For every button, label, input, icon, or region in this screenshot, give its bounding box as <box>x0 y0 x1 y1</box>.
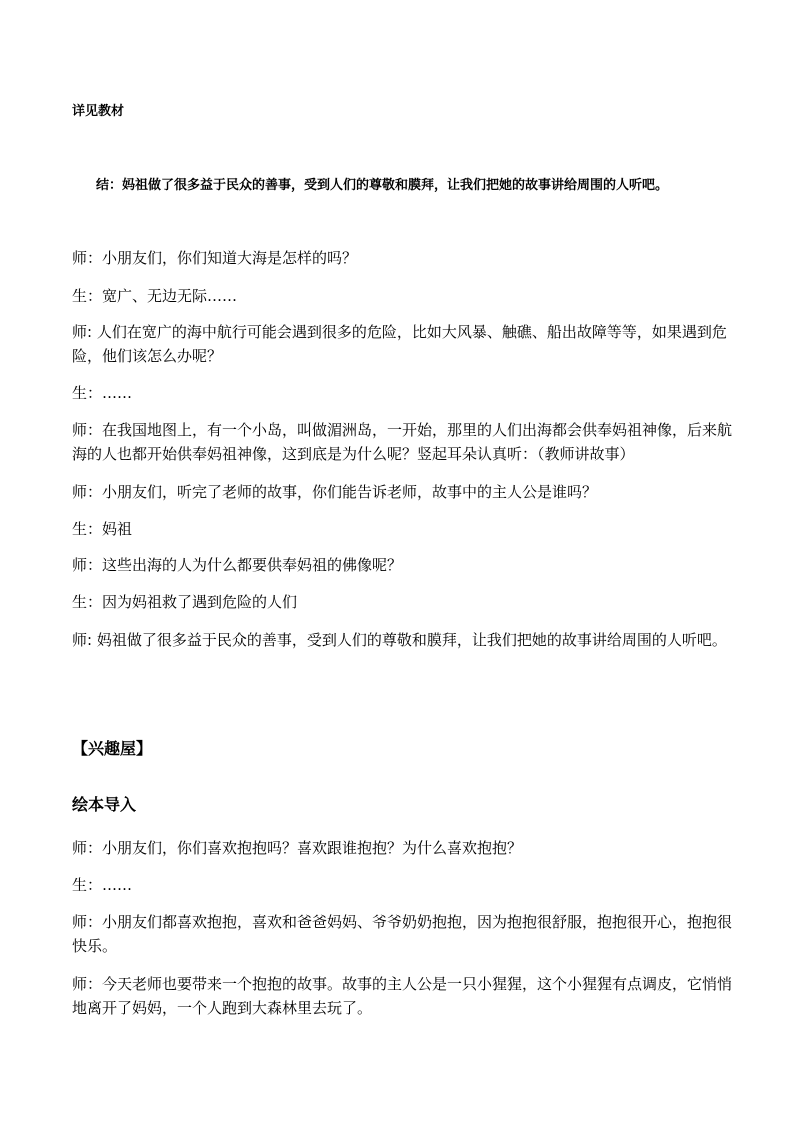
dialogue-line: 生：因为妈祖救了遇到危险的人们 <box>72 593 298 611</box>
dialogue-line: 师：今天老师也要带来一个抱抱的故事。故事的主人公是一只小猩猩，这个小猩猩有点调皮，它悄悄地离开了妈妈，一个人跑到大森林里去玩了。 <box>72 975 733 1017</box>
dialogue-line: 师：这些出海的人为什么都要供奉妈祖的佛像呢？ <box>72 556 403 574</box>
dialogue-line: 师：小朋友们，你们喜欢抱抱吗？喜欢跟谁抱抱？为什么喜欢抱抱？ <box>72 839 523 857</box>
summary-paragraph: 结：妈祖做了很多益于民众的善事，受到人们的尊敬和膜拜，让我们把她的故事讲给周围的人听吧。 <box>96 178 669 193</box>
subsection-title: 绘本导入 <box>72 795 137 814</box>
dialogue-line: 师：小朋友们，听完了老师的故事，你们能告诉老师，故事中的主人公是谁吗？ <box>72 483 598 501</box>
dialogue-line: 师：在我国地图上，有一个小岛，叫做湄洲岛，一开始，那里的人们出海都会供奉妈祖神像，后来航海的人也都开始供奉妈祖神像，这到底是为什么呢？竖起耳朵认真听：（教师讲故事） <box>72 421 733 463</box>
section-title: 【兴趣屋】 <box>72 739 153 758</box>
dialogue-line: 师: 人们在宽广的海中航行可能会遇到很多的危险，比如大风暴、触礁、船出故障等等，如果遇到危险，他们该怎么办呢？ <box>72 323 727 365</box>
dialogue-line: 生：宽广、无边无际…… <box>72 287 238 305</box>
dialogue-line: 生：妈祖 <box>72 520 133 538</box>
dialogue-line: 生：…… <box>72 876 133 894</box>
dialogue-line: 师: 妈祖做了很多益于民众的善事，受到人们的尊敬和膜拜，让我们把她的故事讲给周围的人听吧。 <box>72 631 727 649</box>
reference-note: 详见教材 <box>72 104 125 119</box>
dialogue-line: 师：小朋友们都喜欢抱抱，喜欢和爸爸妈妈、爷爷奶奶抱抱，因为抱抱很舒服，抱抱很开心，抱抱很快乐。 <box>72 913 733 955</box>
dialogue-line: 师：小朋友们，你们知道大海是怎样的吗？ <box>72 249 358 267</box>
dialogue-line: 生：…… <box>72 384 133 402</box>
